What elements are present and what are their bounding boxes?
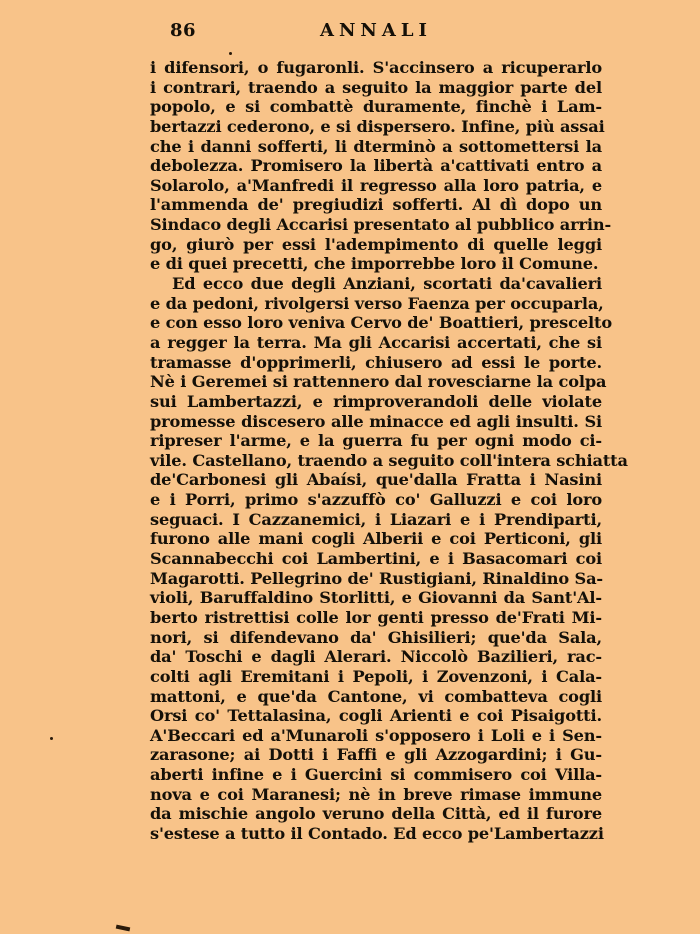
text-line: bertazzi cederono, e si dispersero. Infine, più assai	[150, 116, 605, 136]
text-line: Magarotti. Pellegrino de' Rustigiani, Rinaldino Sa-	[150, 568, 603, 588]
text-line: seguaci. I Cazzanemici, i Liazari e i Prendiparti,	[150, 509, 602, 529]
text-line: Sindaco degli Accarisi presentato al pubblico arrin-	[150, 215, 612, 235]
text-line: a regger la terra. Ma gli Accarisi accertati, che si	[150, 332, 602, 352]
text-line: zarasone; ai Dotti i Faffi e gli Azzogardini; i Gu-	[150, 745, 602, 765]
body-text	[150, 58, 628, 844]
text-line: berto ristrettisi colle lor genti presso de'Frati Mi-	[150, 607, 602, 627]
text-line: debolezza. Promisero la libertà a'cattivati entro a	[150, 156, 602, 176]
text-line: de'Carbonesi gli Abaísi, que'dalla Fratta i Nasini	[150, 470, 602, 490]
text-line: violi, Baruffaldino Storlitti, e Giovanni da Sant'Al-	[150, 588, 602, 608]
text-line: che i danni sofferti, li dterminò a sottomettersi la	[150, 136, 602, 156]
text-line: Solarolo, a'Manfredi il regresso alla loro patria, e	[150, 175, 602, 195]
text-line: Nè i Geremei si rattennero dal rovesciarne la colpa	[150, 372, 607, 392]
text-line: i contrari, traendo a seguito la maggior parte del	[150, 77, 602, 97]
text-line: l'ammenda de' pregiudizi sofferti. Al dì dopo un	[150, 195, 602, 215]
text-line: promesse discesero alle minacce ed agli insulti. Si	[150, 411, 602, 431]
text-line: nori, si difendevano da' Ghisilieri; que'da Sala,	[150, 627, 602, 647]
running-head: ANNALI	[320, 20, 432, 41]
text-line: ripreser l'arme, e la guerra fu per ogni modo ci-	[150, 431, 602, 451]
text-line: furono alle mani cogli Alberii e coi Perticoni, gli	[150, 529, 602, 549]
text-line: e i Porri, primo s'azzuffò co' Galluzzi e coi loro	[150, 490, 602, 510]
text-line: sui Lambertazzi, e rimproverandoli delle violate	[150, 391, 602, 411]
ink-speck	[229, 52, 232, 55]
text-line: popolo, e si combattè duramente, finchè i Lam-	[150, 97, 602, 117]
ink-mark	[116, 925, 131, 932]
text-line: Ed ecco due degli Anziani, scortati da'cavalieri	[172, 274, 602, 294]
text-line: mattoni, e que'da Cantone, vi combatteva cogli	[150, 686, 602, 706]
text-line: tramasse d'opprimerli, chiusero ad essi le porte.	[150, 352, 602, 372]
text-line: da' Toschi e dagli Alerari. Niccolò Bazilieri, rac-	[150, 647, 602, 667]
text-line: nova e coi Maranesi; nè in breve rimase immune	[150, 784, 602, 804]
text-line: Scannabecchi coi Lambertini, e i Basacomari coi	[150, 549, 602, 569]
text-line: e di quei precetti, che imporrebbe loro il Comune.	[150, 254, 599, 274]
page-number: 86	[170, 20, 197, 41]
page-header	[150, 20, 602, 48]
text-line: i difensori, o fugaronli. S'accinsero a ricuperarlo	[150, 58, 602, 77]
text-line: e da pedoni, rivolgersi verso Faenza per occuparla,	[150, 293, 604, 313]
text-line: colti agli Eremitani i Pepoli, i Zovenzoni, i Cala-	[150, 666, 602, 686]
ink-speck	[50, 737, 53, 740]
text-line: go, giurò per essi l'adempimento di quelle leggi	[150, 234, 602, 254]
text-line: aberti infine e i Guercini si commisero coi Villa-	[150, 765, 602, 785]
text-line: A'Beccari ed a'Munaroli s'opposero i Loli e i Sen-	[150, 725, 602, 745]
text-line: da mischie angolo veruno della Città, ed il furore	[150, 804, 602, 824]
text-line: vile. Castellano, traendo a seguito coll'intera schiatta	[150, 450, 628, 470]
text-line: e con esso loro veniva Cervo de' Boattieri, prescelto	[150, 313, 612, 333]
text-line: Orsi co' Tettalasina, cogli Arienti e coi Pisaigotti.	[150, 706, 602, 726]
text-line: s'estese a tutto il Contado. Ed ecco pe'Lambertazzi	[150, 823, 604, 843]
